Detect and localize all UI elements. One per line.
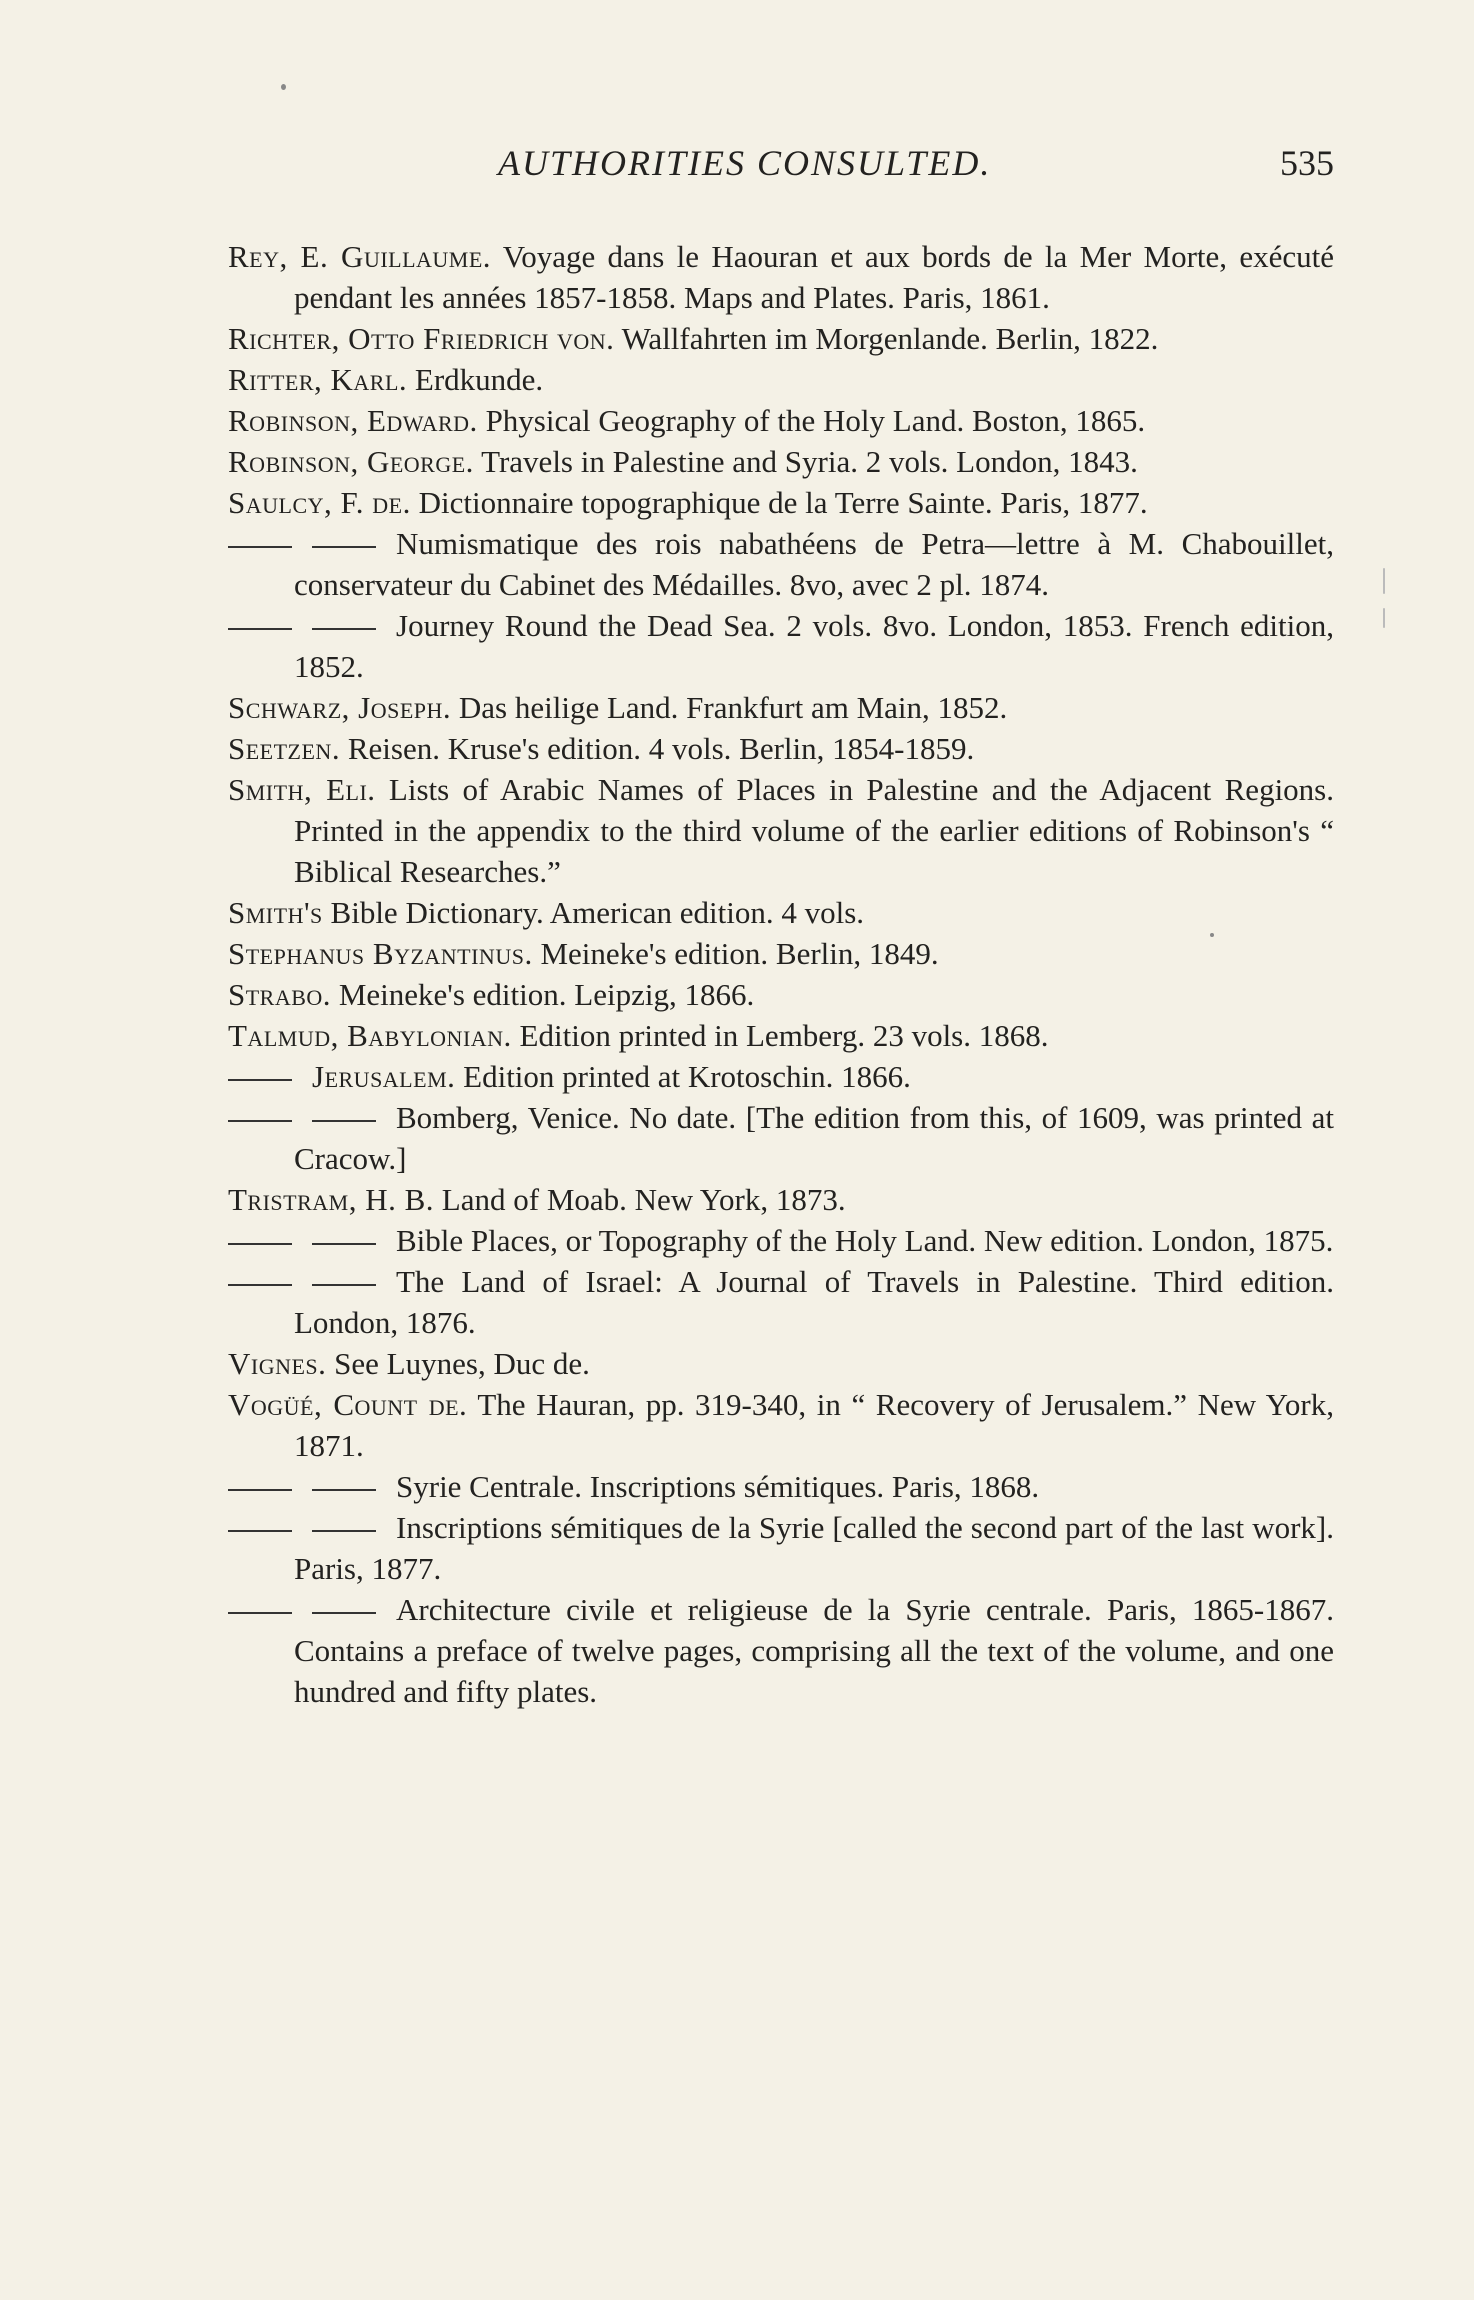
entry-text: Meineke's edition. Berlin, 1849. bbox=[532, 936, 939, 971]
speck bbox=[1383, 608, 1385, 628]
entry-text: Meineke's edition. Leipzig, 1866. bbox=[331, 977, 755, 1012]
entry-text: Bomberg, Venice. No date. [The edition from this, of 1609, was printed at Cracow.] bbox=[294, 1100, 1334, 1176]
bibliography-entry bbox=[228, 400, 1334, 441]
bibliography-entry bbox=[228, 1589, 1334, 1712]
entry-author: Robinson, George. bbox=[228, 444, 474, 479]
entry-author: Talmud, Babylonian. bbox=[228, 1018, 512, 1053]
entry-author: Stephanus Byzantinus. bbox=[228, 936, 533, 971]
bibliography-entry bbox=[228, 441, 1334, 482]
entry-text: Bible Dictionary. American edition. 4 vols. bbox=[322, 895, 865, 930]
entry-text: Bible Places, or Topography of the Holy Land. New edition. London, 1875. bbox=[396, 1223, 1334, 1258]
bibliography-entry bbox=[228, 933, 1334, 974]
speck bbox=[1210, 933, 1214, 937]
ditto-dash bbox=[312, 628, 376, 630]
ditto-dash bbox=[228, 1530, 292, 1532]
entry-text: Travels in Palestine and Syria. 2 vols. London, 1843. bbox=[473, 444, 1138, 479]
entry-text: Voyage dans le Haouran et aux bords de la Mer Morte, exécuté pendant les années 1857-1858. Maps and Plates. Paris, 1861. bbox=[294, 239, 1334, 315]
ditto-dash bbox=[312, 1243, 376, 1245]
entry-text: Erdkunde. bbox=[407, 362, 544, 397]
bibliography-entry bbox=[228, 1015, 1334, 1056]
entry-text: Lists of Arabic Names of Places in Palestine and the Adjacent Regions. Printed in the appendix to the third volume of the earlier editions of Robinson's “ Biblical Researches.” bbox=[294, 772, 1334, 889]
bibliography-entry bbox=[228, 359, 1334, 400]
ditto-dash bbox=[312, 546, 376, 548]
ditto-dash bbox=[228, 1612, 292, 1614]
ditto-dash bbox=[228, 1243, 292, 1245]
entry-author: Seetzen. bbox=[228, 731, 341, 766]
entry-text: Land of Moab. New York, 1873. bbox=[434, 1182, 846, 1217]
bibliography-entry bbox=[228, 1507, 1334, 1589]
ditto-dash bbox=[228, 1079, 292, 1081]
speck bbox=[281, 84, 286, 90]
bibliography-entry bbox=[228, 1179, 1334, 1220]
bibliography-entry bbox=[228, 892, 1334, 933]
entry-text: The Land of Israel: A Journal of Travels in Palestine. Third edition. London, 1876. bbox=[294, 1264, 1334, 1340]
ditto-dash bbox=[312, 1284, 376, 1286]
entry-author: Vogüé, Count de. bbox=[228, 1387, 468, 1422]
bibliography-entry bbox=[228, 1466, 1334, 1507]
entry-author: Strabo. bbox=[228, 977, 332, 1012]
entry-author: Jerusalem. bbox=[312, 1059, 456, 1094]
bibliography-entry bbox=[228, 236, 1334, 318]
ditto-dash bbox=[228, 546, 292, 548]
bibliography-list bbox=[228, 236, 1334, 1712]
bibliography-entry bbox=[228, 1343, 1334, 1384]
running-title: AUTHORITIES CONSULTED. bbox=[498, 143, 992, 183]
bibliography-entry bbox=[228, 605, 1334, 687]
bibliography-entry bbox=[228, 687, 1334, 728]
ditto-dash bbox=[312, 1530, 376, 1532]
entry-author: Robinson, Edward. bbox=[228, 403, 478, 438]
entry-text: Dictionnaire topographique de la Terre Sainte. Paris, 1877. bbox=[410, 485, 1148, 520]
ditto-dash bbox=[312, 1612, 376, 1614]
bibliography-entry bbox=[228, 318, 1334, 359]
entry-author: Ritter, Karl. bbox=[228, 362, 408, 397]
entry-author: Schwarz, Joseph. bbox=[228, 690, 452, 725]
entry-text: Architecture civile et religieuse de la Syrie centrale. Paris, 1865-1867. Contains a preface of twelve pages, comprising all the text of the volume, and one hundred and fifty plates. bbox=[294, 1592, 1334, 1709]
running-header bbox=[228, 142, 1334, 192]
page-number: 535 bbox=[1280, 143, 1334, 183]
entry-text: Journey Round the Dead Sea. 2 vols. 8vo. London, 1853. French edition, 1852. bbox=[294, 608, 1334, 684]
entry-text: Inscriptions sémitiques de la Syrie [called the second part of the last work]. Paris, 1877. bbox=[294, 1510, 1334, 1586]
entry-author: Smith's bbox=[228, 895, 323, 930]
bibliography-entry bbox=[228, 728, 1334, 769]
ditto-dash bbox=[228, 628, 292, 630]
entry-text: Edition printed in Lemberg. 23 vols. 1868. bbox=[511, 1018, 1049, 1053]
entry-text: See Luynes, Duc de. bbox=[326, 1346, 590, 1381]
bibliography-entry bbox=[228, 1384, 1334, 1466]
entry-author: Vignes. bbox=[228, 1346, 327, 1381]
bibliography-entry bbox=[228, 1220, 1334, 1261]
entry-text: Physical Geography of the Holy Land. Boston, 1865. bbox=[477, 403, 1146, 438]
entry-author: Smith, Eli. bbox=[228, 772, 376, 807]
entry-author: Tristram, H. B. bbox=[228, 1182, 435, 1217]
bibliography-entry bbox=[228, 1056, 1334, 1097]
entry-text: Edition printed at Krotoschin. 1866. bbox=[455, 1059, 911, 1094]
entry-text: The Hauran, pp. 319-340, in “ Recovery of Jerusalem.” New York, 1871. bbox=[294, 1387, 1334, 1463]
entry-author: Saulcy, F. de. bbox=[228, 485, 411, 520]
ditto-dash bbox=[228, 1489, 292, 1491]
entry-text: Numismatique des rois nabathéens de Petra—lettre à M. Chabouillet, conservateur du Cabinet des Médailles. 8vo, avec 2 pl. 1874. bbox=[294, 526, 1334, 602]
entry-text: Syrie Centrale. Inscriptions sémitiques. Paris, 1868. bbox=[396, 1469, 1040, 1504]
bibliography-entry bbox=[228, 1097, 1334, 1179]
ditto-dash bbox=[228, 1284, 292, 1286]
ditto-dash bbox=[228, 1120, 292, 1122]
entry-author: Richter, Otto Friedrich von. bbox=[228, 321, 615, 356]
entry-text: Das heilige Land. Frankfurt am Main, 1852. bbox=[451, 690, 1008, 725]
bibliography-entry bbox=[228, 523, 1334, 605]
entry-text: Wallfahrten im Morgenlande. Berlin, 1822. bbox=[614, 321, 1159, 356]
bibliography-entry bbox=[228, 1261, 1334, 1343]
bibliography-entry bbox=[228, 974, 1334, 1015]
ditto-dash bbox=[312, 1489, 376, 1491]
entry-author: Rey, E. Guillaume. bbox=[228, 239, 492, 274]
speck bbox=[1383, 568, 1385, 594]
entry-text: Reisen. Kruse's edition. 4 vols. Berlin, 1854-1859. bbox=[340, 731, 975, 766]
bibliography-entry bbox=[228, 482, 1334, 523]
ditto-dash bbox=[312, 1120, 376, 1122]
bibliography-entry bbox=[228, 769, 1334, 892]
